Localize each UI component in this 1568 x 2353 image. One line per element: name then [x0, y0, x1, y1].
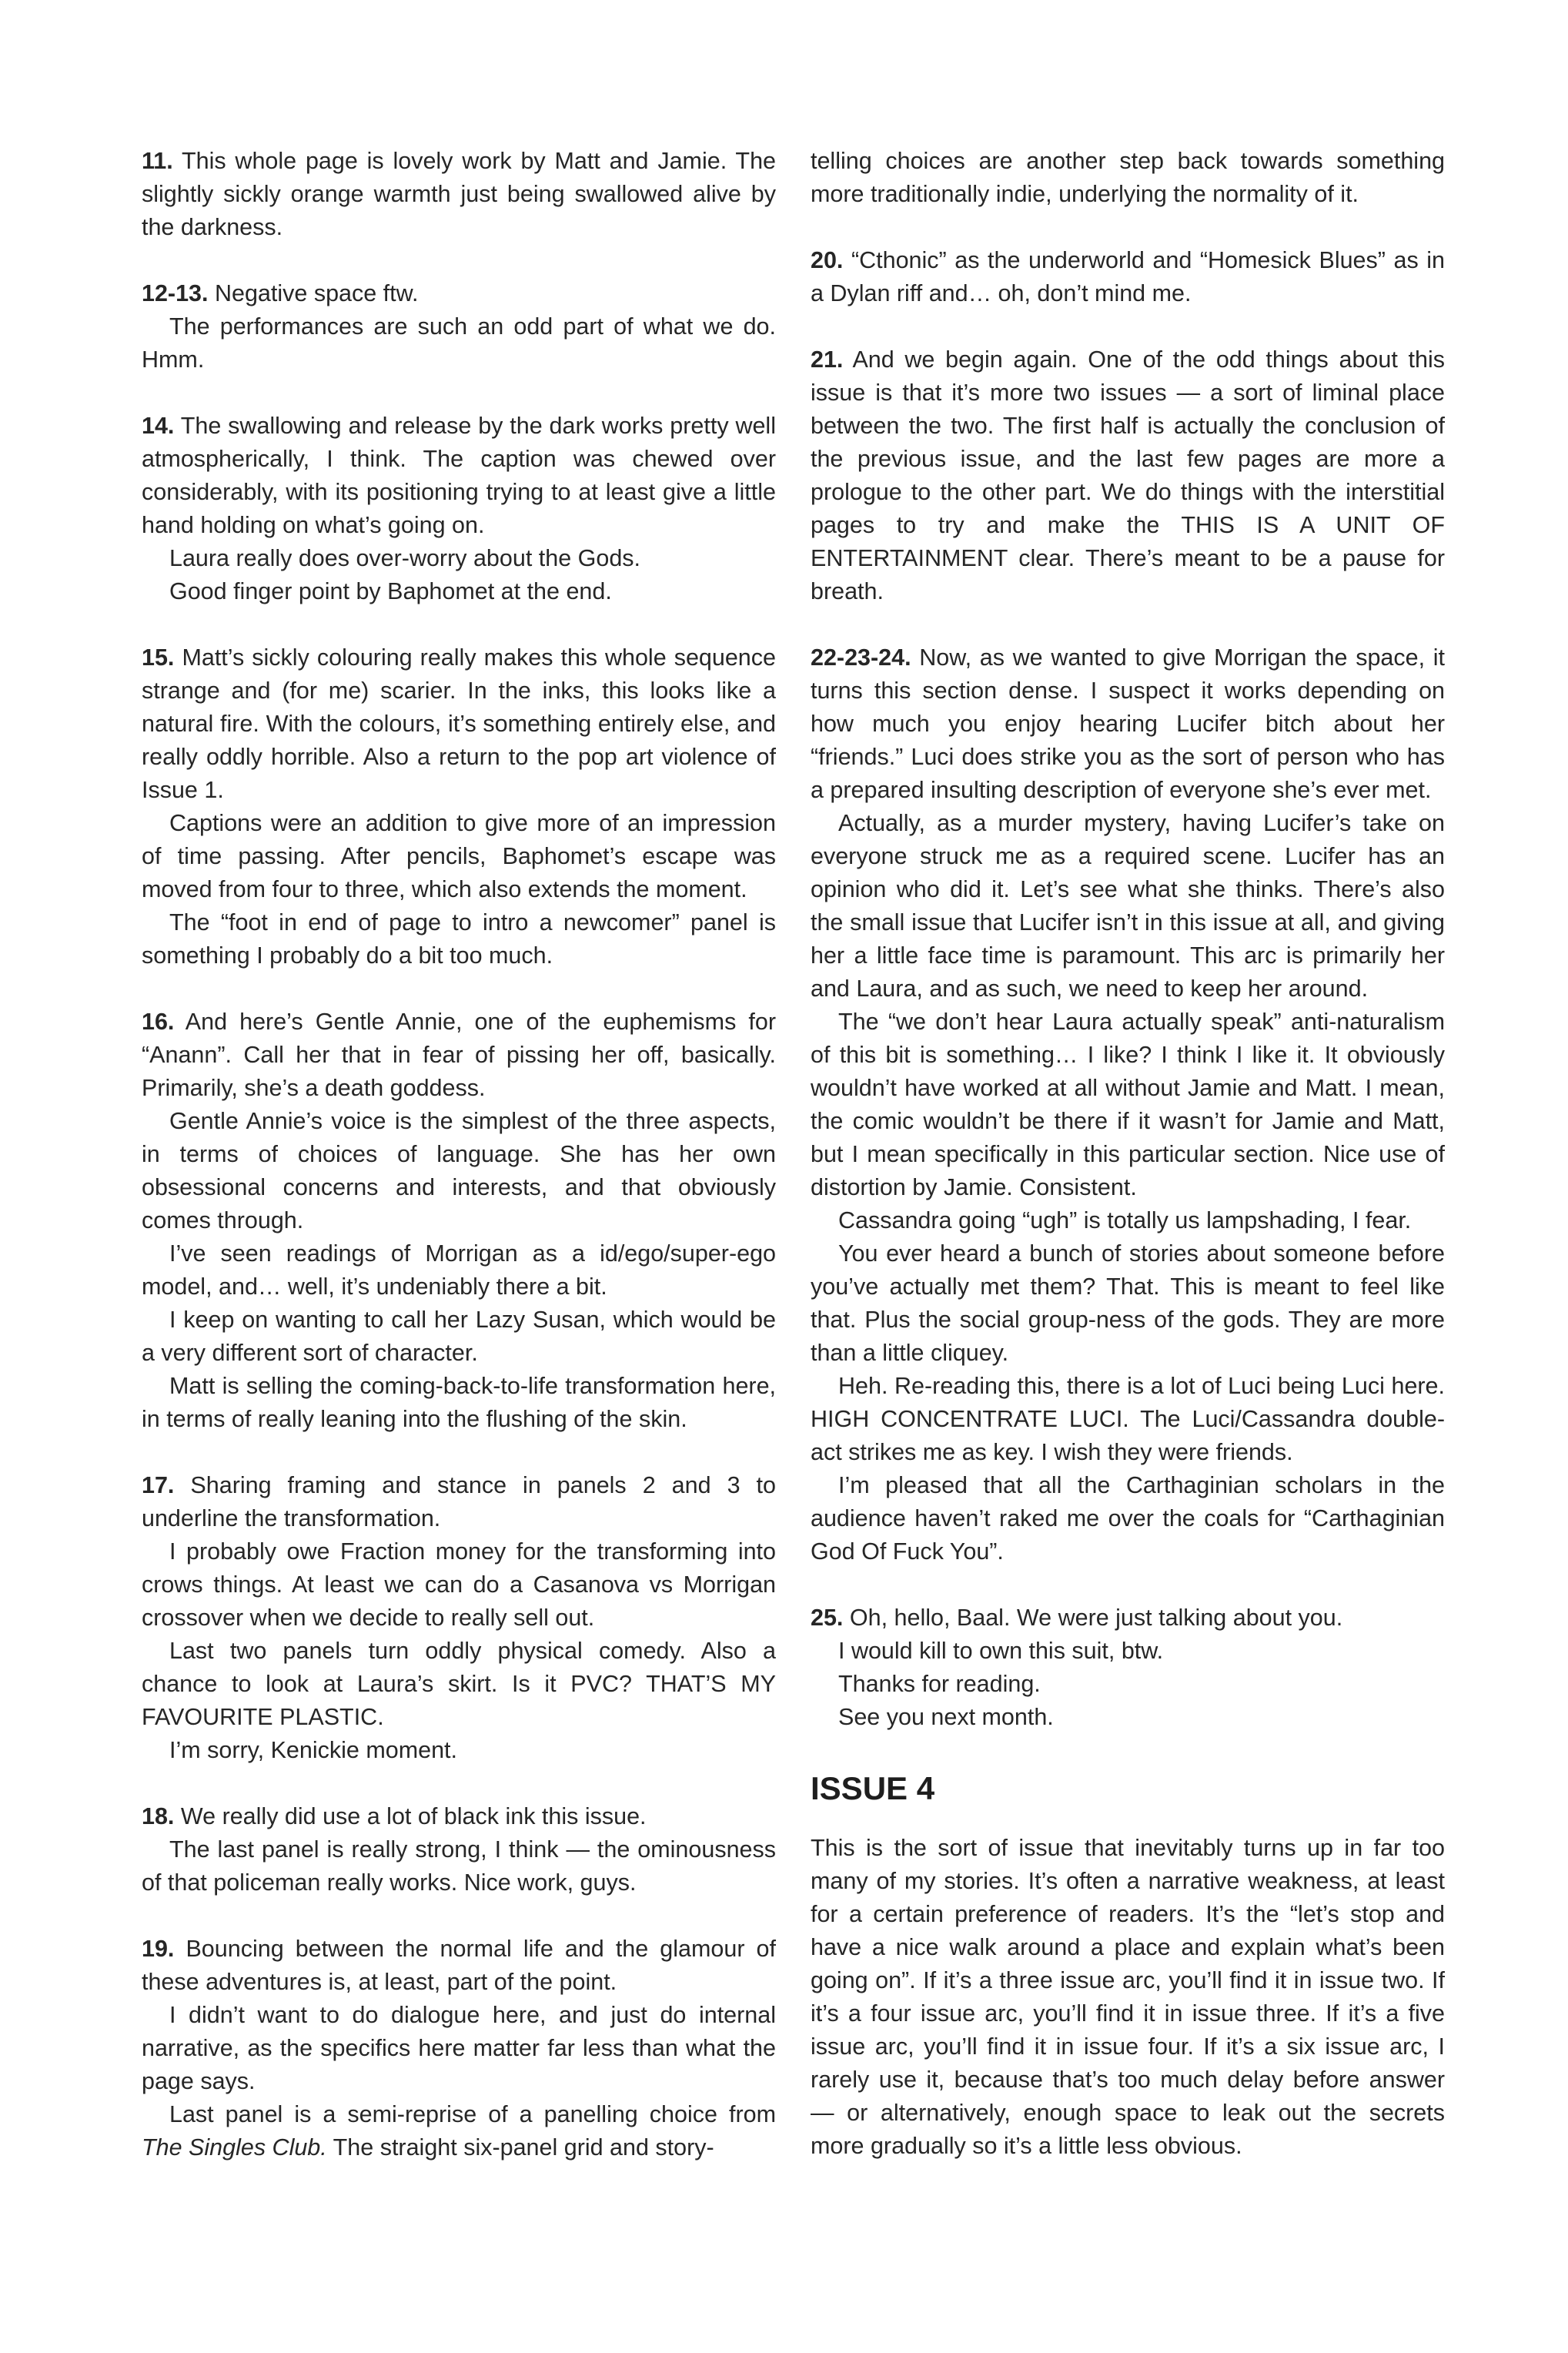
note-paragraph: You ever heard a bunch of stories about someone before you’ve actually met them? That. This is meant to feel like that. Plus the social group-ness of the gods. They are more than a little cliquey. [811, 1240, 1445, 1366]
note-paragraph: The performances are such an odd part of what we do. Hmm. [142, 313, 776, 373]
note-paragraph: I’ve seen readings of Morrigan as a id/ego/super-ego model, and… well, it’s undeniably there a bit. [142, 1240, 776, 1300]
note-text: Bouncing between the normal life and the glamour of these adventures is, at least, part of the point. [142, 1936, 776, 1995]
book-title: The Singles Club. [142, 2134, 327, 2161]
note-number: 19. [142, 1936, 175, 1962]
note-paragraph: I’m pleased that all the Carthaginian scholars in the audience haven’t raked me over the coals for “Carthaginian God Of Fuck You”. [811, 1472, 1445, 1565]
note-paragraph: I probably owe Fraction money for the transforming into crows things. At least we can do a Casanova vs Morrigan crossover when we decide to really sell out. [142, 1538, 776, 1631]
issue-heading: ISSUE 4 [811, 1770, 935, 1806]
note-paragraph: telling choices are another step back towards something more traditionally indie, underlying the normality of it. [811, 148, 1445, 207]
note-number: 22-23-24. [811, 644, 911, 671]
note-text: The straight six-panel grid and story- [326, 2134, 714, 2161]
note-19 [142, 1933, 776, 2164]
note-text: The swallowing and release by the dark works pretty well atmospherically, I think. The caption was chewed over considerably, with its positioning trying to at least give a little hand holding on what’s going on. [142, 413, 776, 538]
note-paragraph: The last panel is really strong, I think — the ominousness of that policeman really works. Nice work, guys. [142, 1836, 776, 1896]
note-number: 21. [811, 346, 844, 373]
note-text: And here’s Gentle Annie, one of the euphemisms for “Anann”. Call her that in fear of pissing her off, basically. Primarily, she’s a death goddess. [142, 1009, 776, 1101]
note-paragraph: Thanks for reading. [838, 1671, 1041, 1697]
note-number: 20. [811, 247, 844, 273]
note-12-13 [142, 277, 776, 377]
note-paragraph: Heh. Re-reading this, there is a lot of Luci being Luci here. HIGH CONCENTRATE LUCI. The Luci/Cassandra double-act strikes me as key. I wish they were friends. [811, 1373, 1445, 1465]
note-number: 25. [811, 1605, 844, 1631]
note-paragraph: See you next month. [838, 1704, 1054, 1730]
note-11 [142, 145, 776, 244]
note-text: Negative space ftw. [214, 280, 419, 306]
note-22-23-24 [811, 641, 1445, 1568]
issue-intro-text: This is the sort of issue that inevitably turns up in far too many of my stories. It’s often a narrative weakness, at least for a certain preference of readers. It’s the “let’s stop and have a nice walk around a place and explain what’s been going on”. If it’s a three issue arc, you’ll find it in issue two. If it’s a four issue arc, you’ll find it in issue three. If it’s a five issue arc, you’ll find it in issue four. If it’s a six issue arc, I rarely use it, because that’s too much delay before answer — or alternatively, enough space to leak out the secrets more gradually so it’s a little less obvious. [811, 1835, 1445, 2159]
note-text: Matt’s sickly colouring really makes this whole sequence strange and (for me) scarier. In the inks, this looks like a natural fire. With the colours, it’s something entirely else, and really oddly horrible. Also a return to the pop art violence of Issue 1. [142, 644, 776, 803]
note-17 [142, 1469, 776, 1767]
note-14 [142, 410, 776, 608]
note-number: 16. [142, 1009, 175, 1035]
note-25 [811, 1602, 1445, 1734]
note-19-continued [811, 145, 1445, 211]
note-paragraph: Cassandra going “ugh” is totally us lampshading, I fear. [838, 1207, 1412, 1233]
note-number: 11. [142, 148, 173, 174]
note-text: Oh, hello, Baal. We were just talking about you. [849, 1605, 1343, 1631]
right-column [811, 145, 1445, 2163]
note-paragraph: Laura really does over-worry about the Gods. [169, 545, 641, 571]
note-18 [142, 1800, 776, 1899]
note-paragraph: Gentle Annie’s voice is the simplest of the three aspects, in terms of choices of language. She has her own obsessional concerns and interests, and that obviously comes through. [142, 1108, 776, 1233]
note-paragraph: The “we don’t hear Laura actually speak” anti-naturalism of this bit is something… I like? I think I like it. It obviously wouldn’t have worked at all without Jamie and Matt. I mean, the comic wouldn’t be there if it wasn’t for Jamie and Matt, but I mean specifically in this particular section. Nice use of distortion by Jamie. Consistent. [811, 1009, 1445, 1200]
note-paragraph: I’m sorry, Kenickie moment. [169, 1737, 457, 1763]
note-text: This whole page is lovely work by Matt and Jamie. The slightly sickly orange warmth just being swallowed alive by the darkness. [142, 148, 776, 240]
note-number: 14. [142, 413, 175, 439]
note-paragraph: I didn’t want to do dialogue here, and just do internal narrative, as the specifics here matter far less than what the page says. [142, 2002, 776, 2094]
note-text: We really did use a lot of black ink this issue. [180, 1803, 647, 1829]
note-number: 17. [142, 1472, 175, 1498]
note-text: Sharing framing and stance in panels 2 and 3 to underline the transformation. [142, 1472, 776, 1531]
note-paragraph: Matt is selling the coming-back-to-life transformation here, in terms of really leaning into the flushing of the skin. [142, 1373, 776, 1432]
note-number: 15. [142, 644, 175, 671]
note-text: “Cthonic” as the underworld and “Homesick Blues” as in a Dylan riff and… oh, don’t mind me. [811, 247, 1445, 306]
note-paragraph-with-title [142, 2098, 776, 2164]
note-15 [142, 641, 776, 972]
note-paragraph: Good finger point by Baphomet at the end. [169, 578, 612, 604]
note-number: 18. [142, 1803, 175, 1829]
note-text: Now, as we wanted to give Morrigan the space, it turns this section dense. I suspect it works depending on how much you enjoy hearing Lucifer bitch about her “friends.” Luci does strike you as the sort of person who has a prepared insulting description of everyone she’s ever met. [811, 644, 1445, 803]
note-16 [142, 1006, 776, 1436]
note-paragraph: I would kill to own this suit, btw. [838, 1638, 1164, 1664]
note-text: Last panel is a semi-reprise of a panelling choice from [169, 2101, 776, 2127]
note-paragraph: Last two panels turn oddly physical comedy. Also a chance to look at Laura’s skirt. Is it PVC? THAT’S MY FAVOURITE PLASTIC. [142, 1638, 776, 1730]
note-paragraph: The “foot in end of page to intro a newcomer” panel is something I probably do a bit too much. [142, 909, 776, 969]
note-text: And we begin again. One of the odd things about this issue is that it’s more two issues — a sort of liminal place between the two. The first half is actually the conclusion of the previous issue, and the last few pages are more a prologue to the other part. We do things with the interstitial pages to try and make the THIS IS A UNIT OF ENTERTAINMENT clear. There’s meant to be a pause for breath. [811, 346, 1445, 604]
note-20 [811, 244, 1445, 310]
left-column [142, 145, 776, 2197]
note-paragraph: I keep on wanting to call her Lazy Susan, which would be a very different sort of character. [142, 1307, 776, 1366]
note-paragraph: Captions were an addition to give more of an impression of time passing. After pencils, Baphomet’s escape was moved from four to three, which also extends the moment. [142, 810, 776, 902]
note-number: 12-13. [142, 280, 209, 306]
note-21 [811, 343, 1445, 608]
note-paragraph: Actually, as a murder mystery, having Lucifer’s take on everyone struck me as a required scene. Lucifer has an opinion who did it. Let’s see what she thinks. There’s also the small issue that Lucifer isn’t in this issue at all, and giving her a little face time is paramount. This arc is primarily her and Laura, and as such, we need to keep her around. [811, 810, 1445, 1002]
